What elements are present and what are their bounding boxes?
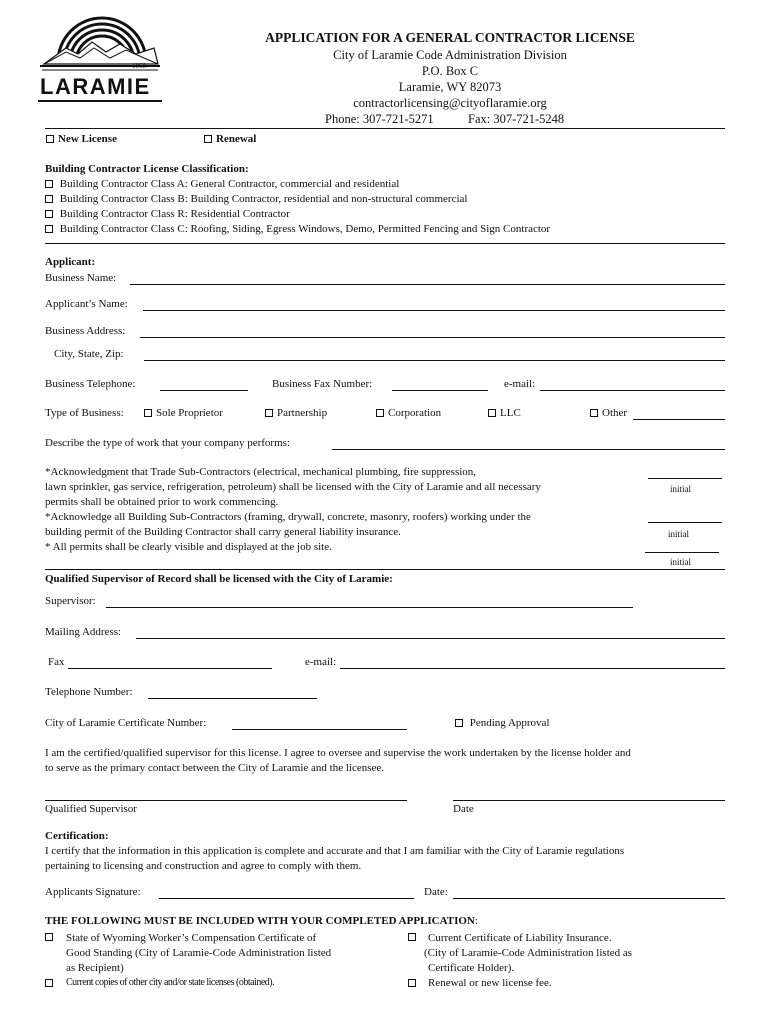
business-address-label: Business Address: <box>45 325 126 337</box>
initial-field-1[interactable] <box>648 478 722 479</box>
logo-city: LARAMIE <box>40 74 151 99</box>
checkbox[interactable] <box>45 210 53 218</box>
applicant-date-label: Date: <box>424 886 448 898</box>
checkbox[interactable] <box>46 135 54 143</box>
checkbox[interactable] <box>455 719 463 727</box>
other-field[interactable] <box>633 419 725 420</box>
city-address: Laramie, WY 82073 <box>398 80 502 94</box>
applicant-email-field[interactable] <box>540 390 725 391</box>
supervisor-fax-field[interactable] <box>68 668 272 669</box>
checkbox[interactable] <box>265 409 273 417</box>
checkbox[interactable] <box>488 409 496 417</box>
req-other-licenses[interactable] <box>45 977 57 989</box>
certificate-number-label: City of Laramie Certificate Number: <box>45 717 207 729</box>
partnership-option[interactable]: Partnership <box>265 407 327 419</box>
req-license-fee-text: Renewal or new license fee. <box>428 977 552 989</box>
telephone-field[interactable] <box>148 698 317 699</box>
describe-work-field[interactable] <box>332 449 725 450</box>
division-name: City of Laramie Code Administration Division <box>333 48 567 62</box>
type-of-business-label: Type of Business: <box>45 407 124 419</box>
supervisor-signature-field[interactable] <box>45 800 407 801</box>
applicant-signature-field[interactable] <box>159 898 414 899</box>
applicant-email-label: e-mail: <box>504 378 536 390</box>
req-liability[interactable] <box>408 931 420 943</box>
initial-label-2: initial <box>668 529 689 539</box>
po-box: P.O. Box C <box>421 64 479 78</box>
ack-line-4: *Acknowledge all Building Sub-Contractors (framing, drywall, concrete, masonry, roofers) working under the <box>45 511 531 523</box>
req-workers-comp-text: State of Wyoming Worker’s Compensation Certificate of Good Standing (City of Laramie-Code Administration listed as Recipient) <box>66 932 332 974</box>
certification-heading: Certification: <box>45 830 109 842</box>
mailing-address-label: Mailing Address: <box>45 626 122 638</box>
req-workers-comp[interactable] <box>45 931 57 943</box>
checkbox[interactable] <box>590 409 598 417</box>
business-fax-label: Business Fax Number: <box>272 378 373 390</box>
other-option[interactable]: Other <box>590 407 627 419</box>
class-a-option[interactable]: Building Contractor Class A: General Contractor, commercial and residential <box>45 178 399 190</box>
ack-line-5: building permit of the Building Contractor shall carry general liability insurance. <box>45 526 401 538</box>
applicant-name-field[interactable] <box>143 310 725 311</box>
supervisor-signature-label: Qualified Supervisor <box>45 803 137 815</box>
checkbox[interactable] <box>204 135 212 143</box>
applicant-date-field[interactable] <box>453 898 725 899</box>
new-license-option[interactable]: New License <box>46 133 117 145</box>
business-telephone-label: Business Telephone: <box>45 378 136 390</box>
city-state-zip-label: City, State, Zip: <box>54 348 124 360</box>
renewal-option[interactable]: Renewal <box>204 133 256 145</box>
requirements-heading: THE FOLLOWING MUST BE INCLUDED WITH YOUR COMPLETED APPLICATION: <box>45 915 478 927</box>
supervisor-field[interactable] <box>106 607 633 608</box>
certificate-number-field[interactable] <box>232 729 407 730</box>
checkbox[interactable] <box>45 979 53 987</box>
business-name-label: Business Name: <box>45 272 117 284</box>
req-other-licenses-text: Current copies of other city and/or state licenses (obtained). <box>66 977 275 988</box>
checkbox[interactable] <box>408 933 416 941</box>
supervisor-fax-label: Fax <box>48 656 65 668</box>
ack-line-3: permits shall be obtained prior to work commencing. <box>45 496 279 508</box>
ack-line-1: *Acknowledgment that Trade Sub-Contractors (electrical, mechanical plumbing, fire suppression, <box>45 466 477 478</box>
business-telephone-field[interactable] <box>160 390 248 391</box>
initial-label-1: initial <box>670 484 691 494</box>
initial-field-2[interactable] <box>648 522 722 523</box>
supervisor-date-label: Date <box>453 803 474 815</box>
checkbox[interactable] <box>45 933 53 941</box>
applicant-name-label: Applicant’s Name: <box>45 298 128 310</box>
contact-email[interactable]: contractorlicensing@cityoflaramie.org <box>353 96 547 110</box>
req-license-fee[interactable] <box>408 977 420 989</box>
corporation-option[interactable]: Corporation <box>376 407 441 419</box>
supervisor-statement-2: to serve as the primary contact between the City of Laramie and the licensee. <box>45 762 385 774</box>
certification-text-2: pertaining to licensing and construction and agree to comply with them. <box>45 860 362 872</box>
llc-option[interactable]: LLC <box>488 407 521 419</box>
describe-work-label: Describe the type of work that your company performs: <box>45 437 290 449</box>
applicant-heading: Applicant: <box>45 256 96 268</box>
supervisor-email-field[interactable] <box>340 668 725 669</box>
initial-label-3: initial <box>670 557 691 567</box>
sole-proprietor-option[interactable]: Sole Proprietor <box>144 407 223 419</box>
supervisor-date-field[interactable] <box>453 800 725 801</box>
logo-year: 1868 <box>132 62 146 70</box>
checkbox[interactable] <box>408 979 416 987</box>
classification-heading: Building Contractor License Classification: <box>45 163 249 175</box>
certification-text-1: I certify that the information in this application is complete and accurate and that I am familiar with the City of Laramie regulations <box>45 845 625 857</box>
supervisor-statement-1: I am the certified/qualified supervisor for this license. I agree to oversee and supervise the work undertaken by the license holder and <box>45 747 631 759</box>
req-liability-text: Current Certificate of Liability Insurance. (City of Laramie-Code Administration listed as Certificate Holder). <box>424 932 633 974</box>
form-title: APPLICATION FOR A GENERAL CONTRACTOR LICENSE <box>265 30 635 45</box>
business-name-field[interactable] <box>130 284 725 285</box>
ack-line-6: * All permits shall be clearly visible and displayed at the job site. <box>45 541 332 553</box>
telephone-label: Telephone Number: <box>45 686 133 698</box>
checkbox[interactable] <box>144 409 152 417</box>
checkbox[interactable] <box>45 225 53 233</box>
class-c-option[interactable]: Building Contractor Class C: Roofing, Siding, Egress Windows, Demo, Permitted Fencing and Sign Contractor <box>45 223 550 235</box>
supervisor-email-label: e-mail: <box>305 656 337 668</box>
checkbox[interactable] <box>376 409 384 417</box>
checkbox[interactable] <box>45 180 53 188</box>
fax-number: Fax: 307-721-5248 <box>468 112 565 126</box>
supervisor-heading: Qualified Supervisor of Record shall be licensed with the City of Laramie: <box>45 573 393 585</box>
checkbox[interactable] <box>45 195 53 203</box>
ack-line-2: lawn sprinkler, gas service, refrigeration, petroleum) shall be licensed with the City of Laramie and all necessary <box>45 481 541 493</box>
supervisor-label: Supervisor: <box>45 595 96 607</box>
mailing-address-field[interactable] <box>136 638 725 639</box>
applicant-signature-label: Applicants Signature: <box>45 886 141 898</box>
class-b-option[interactable]: Building Contractor Class B: Building Contractor, residential and non-structural commercial <box>45 193 467 205</box>
city-state-zip-field[interactable] <box>144 360 725 361</box>
phone-number: Phone: 307-721-5271 <box>325 112 434 126</box>
class-r-option[interactable]: Building Contractor Class R: Residential Contractor <box>45 208 290 220</box>
business-address-field[interactable] <box>140 337 725 338</box>
business-fax-field[interactable] <box>392 390 488 391</box>
initial-field-3[interactable] <box>645 552 719 553</box>
pending-approval-option[interactable]: Pending Approval <box>455 717 550 729</box>
